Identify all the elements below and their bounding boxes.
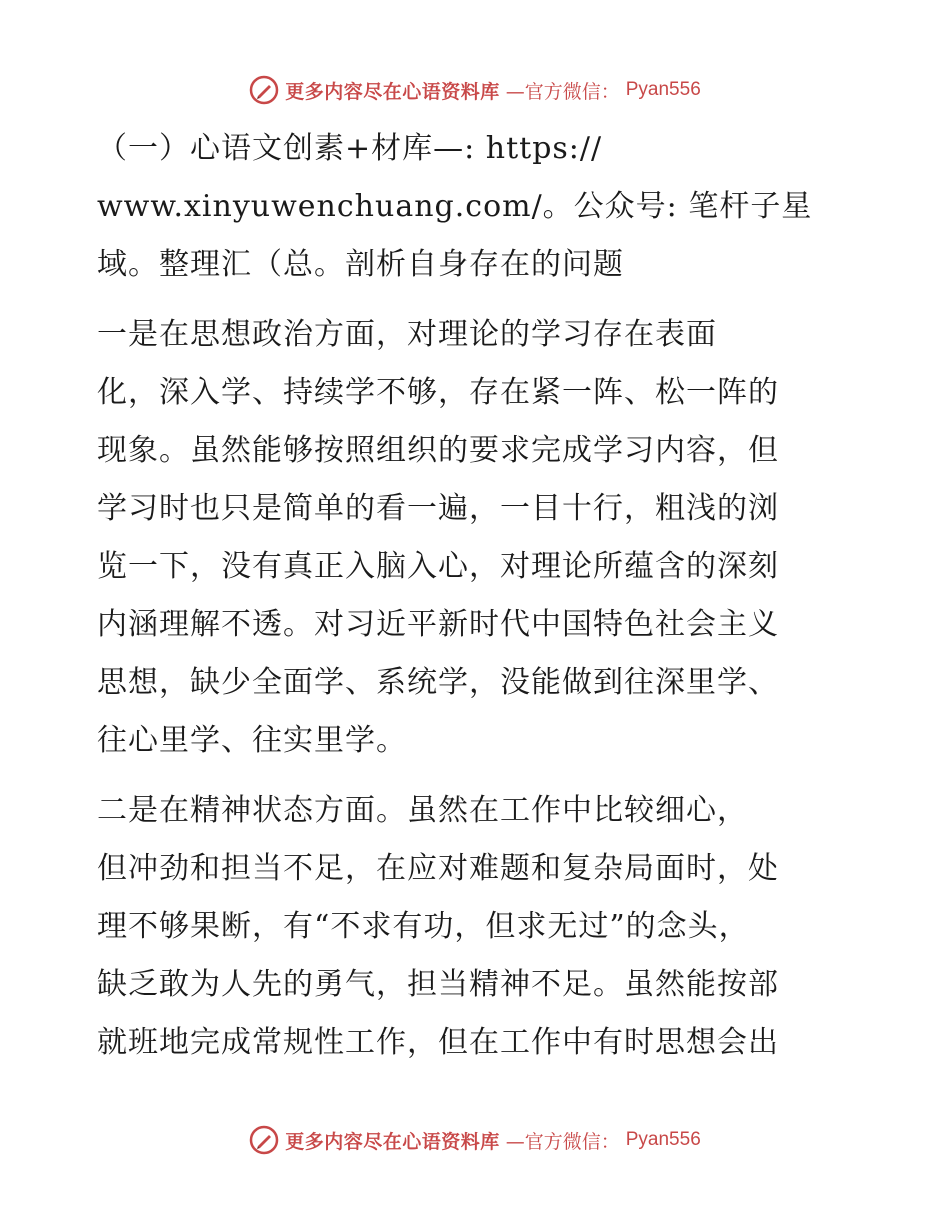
text-line: 二是在精神状态方面。虽然在工作中比较细心， [97,793,748,828]
text-line: 一是在思想政治方面，对理论的学习存在表面 [97,317,717,352]
header-banner [0,70,950,110]
text-line: 思想，缺少全面学、系统学，没能做到往深里学、 [97,665,779,700]
banner-separator: —官方微信： [505,80,620,103]
banner-text: 更多内容尽在心语资料库 [285,1130,500,1153]
text-line: 内涵理解不透。对习近平新时代中国特色社会主义 [97,607,779,642]
text-line: 理不够果断，有“不求有功，但求无过”的念头， [97,909,750,944]
text-line: 学习时也只是简单的看一遍，一目十行，粗浅的浏 [97,491,779,526]
paragraph-intro [97,120,857,294]
document-body [97,120,857,1072]
banner-handle: Pyan556 [625,1129,701,1150]
footer-banner [0,1120,950,1160]
paragraph-ideology [97,306,857,770]
text-line: 但冲劲和担当不足，在应对难题和复杂局面时，处 [97,851,779,886]
pen-logo-icon [249,1125,279,1155]
text-line: 就班地完成常规性工作，但在工作中有时思想会出 [97,1025,779,1060]
text-line: 缺乏敢为人先的勇气，担当精神不足。虽然能按部 [97,967,779,1002]
text-line: 化，深入学、持续学不够，存在紧一阵、松一阵的 [97,375,779,410]
banner-separator: —官方微信： [505,1130,620,1153]
text-line: 往心里学、往实里学。 [97,723,407,758]
paragraph-spirit [97,782,857,1072]
banner-text: 更多内容尽在心语资料库 [285,80,500,103]
text-line: 现象。虽然能够按照组织的要求完成学习内容，但 [97,433,779,468]
text-line: （一）心语文创素+材库—: https:// [97,131,603,166]
text-line: www.xinyuwenchuang.com/。公众号: 笔杆子星 [97,189,813,224]
text-line: 览一下，没有真正入脑入心，对理论所蕴含的深刻 [97,549,779,584]
pen-logo-icon [249,75,279,105]
text-line: 域。整理汇（总。剖析自身存在的问题 [97,247,624,282]
banner-handle: Pyan556 [625,79,701,100]
